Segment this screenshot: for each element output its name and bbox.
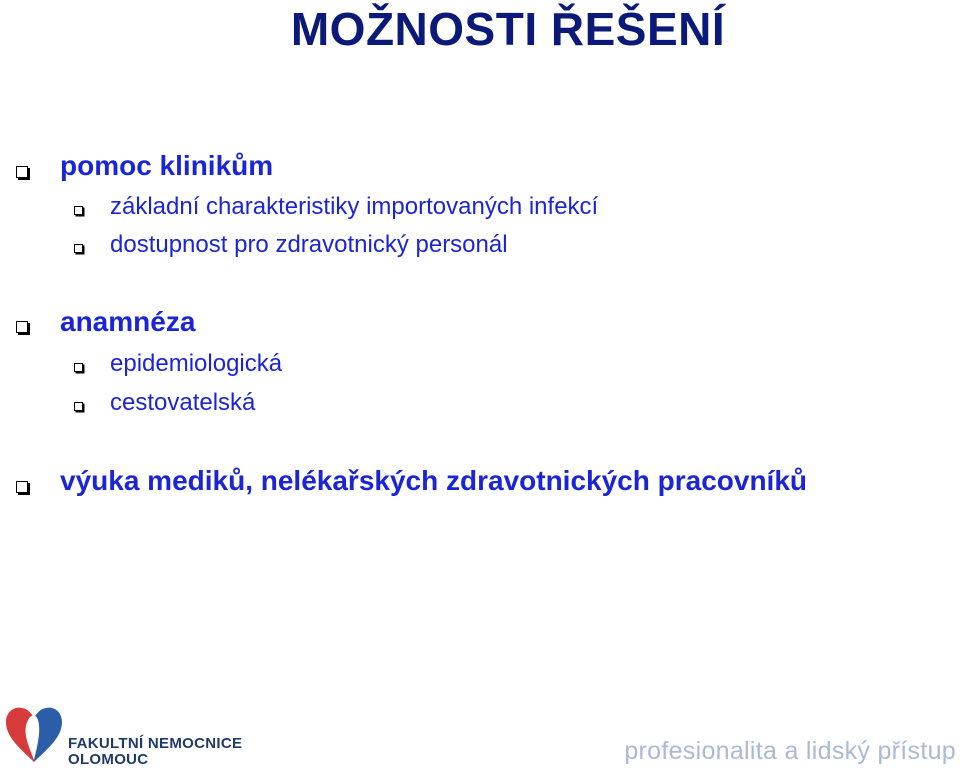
bullet-icon <box>74 206 83 215</box>
logo-line-1: FAKULTNÍ NEMOCNICE <box>68 735 243 752</box>
bullet-icon <box>74 244 83 253</box>
hospital-logo <box>4 704 243 768</box>
slogan: profesionalita a lidský přístup <box>624 737 956 765</box>
list-subitem: epidemiologická <box>110 350 283 377</box>
heart-logo-icon <box>4 704 64 766</box>
slide-title: MOŽNOSTI ŘEŠENÍ <box>290 3 726 55</box>
logo-line-2: OLOMOUC <box>68 751 149 768</box>
bullet-icon <box>74 363 83 372</box>
list-item: pomoc klinikům <box>60 150 274 181</box>
list-subitem: dostupnost pro zdravotnický personál <box>110 231 508 258</box>
bullet-icon <box>16 166 28 178</box>
bullet-icon <box>16 321 28 333</box>
list-item: výuka mediků, nelékařských zdravotnických pracovníků <box>60 465 808 496</box>
list-item: anamnéza <box>60 306 196 337</box>
list-subitem: cestovatelská <box>110 389 256 416</box>
bullet-icon <box>74 402 83 411</box>
list-subitem: základní charakteristiky importovaných infekcí <box>110 193 599 220</box>
bullet-icon <box>16 481 28 493</box>
